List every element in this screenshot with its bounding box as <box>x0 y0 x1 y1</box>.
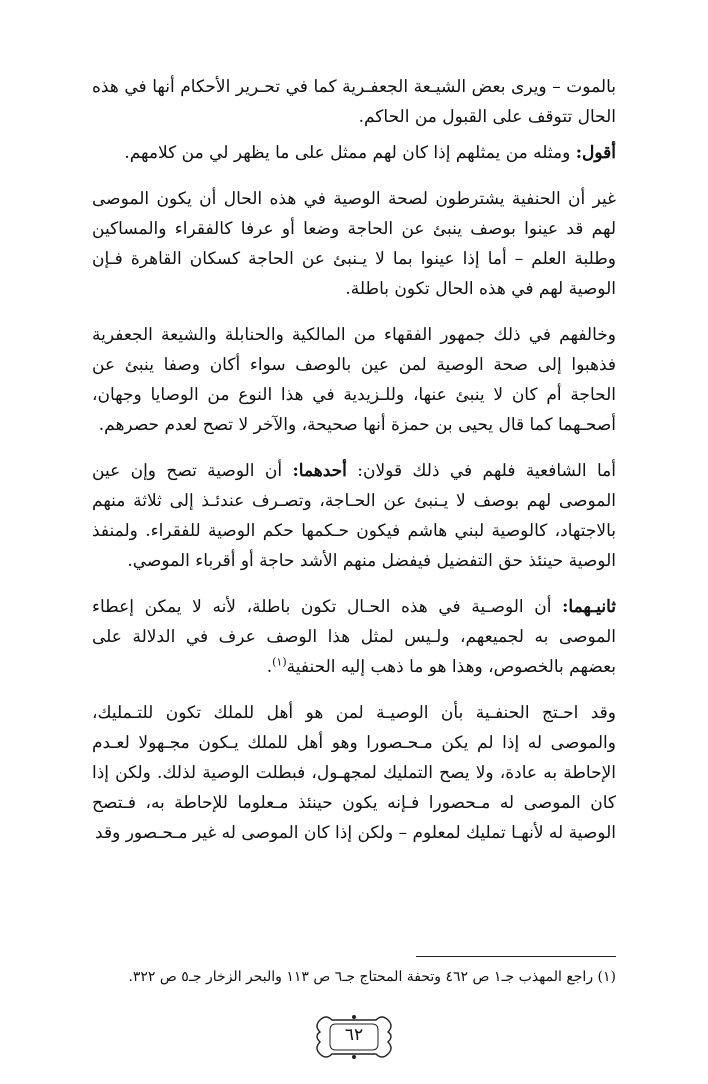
footnote-text: (١) راجع المهذب جـ١ ص ٤٦٢ وتحفة المحتاج جـ٦ ص ١١٣ والبحر الزخار جـ٥ ص ٣٢٢. <box>128 969 616 985</box>
paragraph-6 <box>92 592 616 682</box>
paragraph-1 <box>92 72 616 132</box>
paragraph-text: وخالفهم في ذلك جمهور الفقهاء من المالكية والحنابلة والشيعة الجعفرية فذهبوا إلى صحة الوصية لمن عين بالوصف سواء أكان وصفا ينبئ عن الحاجة أم كان لا ينبئ عنها، وللـزيدية في هذا النوع من الوصايا وجهان، أصحـهما كما قال يحيى بن حمزة أنها صحيحة، والآخر لا تصح لعدم حصرهم. <box>92 325 616 435</box>
page-number-ornament <box>304 1010 404 1062</box>
paragraph-3 <box>92 184 616 304</box>
page-number: ٦٢ <box>344 1025 364 1045</box>
paragraph-lead: أقول: <box>575 143 616 163</box>
paragraph-5 <box>92 456 616 576</box>
paragraph-text: أما الشافعية فلهم في ذلك قولان: <box>346 461 616 481</box>
paragraph-text: ومثله من يمثلهم إذا كان لهم ممثل على ما يظهر لي من كلامهم. <box>124 143 576 163</box>
footnote <box>92 966 616 988</box>
paragraph-tail: . <box>266 657 273 677</box>
footnote-reference[interactable]: (١) <box>272 655 287 669</box>
paragraph-7 <box>92 698 616 848</box>
paragraph-text: أن الوصـية في هذه الحـال تكون باطلة، لأنه لا يمكن إعطاء الموصى به لجميعهم، ولـيس لمثل هذا الوصف عرف في الدلالة على بعضهم بالخصوص، وهذا هو ما ذهب إليه الحنفية <box>92 597 616 677</box>
paragraph-text: وقد احـتج الحنفـية بأن الوصيـة لمن هو أهل للملك تكون للتـمليك، والموصى له إذا لم يكن مـحـصورا وهو أهل للملك يـكون مجـهولا لعـدم الإحاطة به عادة، ولا يصح التمليك لمجهـول، فبطلت الوصية لذلك. ولكن إذا كان الموصى له مـحصورا فـإنه يكون حينئذ مـعلوما للإحاطة به، فـتصح الوصية له لأنهـا تمليك لمعلوم – ولكن إذا كان الموصى له غير مـحـصور وقد <box>92 703 616 843</box>
paragraph-4 <box>92 320 616 440</box>
paragraph-lead: أحدهما: <box>292 461 347 481</box>
footnote-divider <box>416 956 616 957</box>
paragraph-text-continued: أن الوصية تصح وإن عين الموصى لهم بوصف لا يـنبئ عن الحـاجة، وتصـرف عندئـذ إلى ثلاثة منهم بالاجتهاد، كالوصية لبني هاشم فيكون حـكمها حكم الوصية للفقراء. ولمنفذ الوصية حينئذ حق التفضيل فيفضل منهم الأشد حاجة أو أقرباء الموصي. <box>92 461 616 571</box>
paragraph-2 <box>92 138 616 168</box>
paragraph-text: بالموت – ويرى بعض الشيـعة الجعفـرية كما في تحـرير الأحكام أنها في هذه الحال تتوقف على القبول من الحاكم. <box>92 77 616 127</box>
page-body <box>92 72 616 864</box>
paragraph-lead: ثانيـهما: <box>562 597 616 617</box>
paragraph-text: غير أن الحنفية يشترطون لصحة الوصية في هذه الحال أن يكون الموصى لهم قد عينوا بوصف ينبئ عن الحاجة وضعا أو عرفا كالفقراء والمساكين وطلبة العلم – أما إذا عينوا بما لا يـنبئ عن الحاجة كسكان القاهرة فـإن الوصية لهم في هذه الحال تكون باطلة. <box>92 189 616 299</box>
